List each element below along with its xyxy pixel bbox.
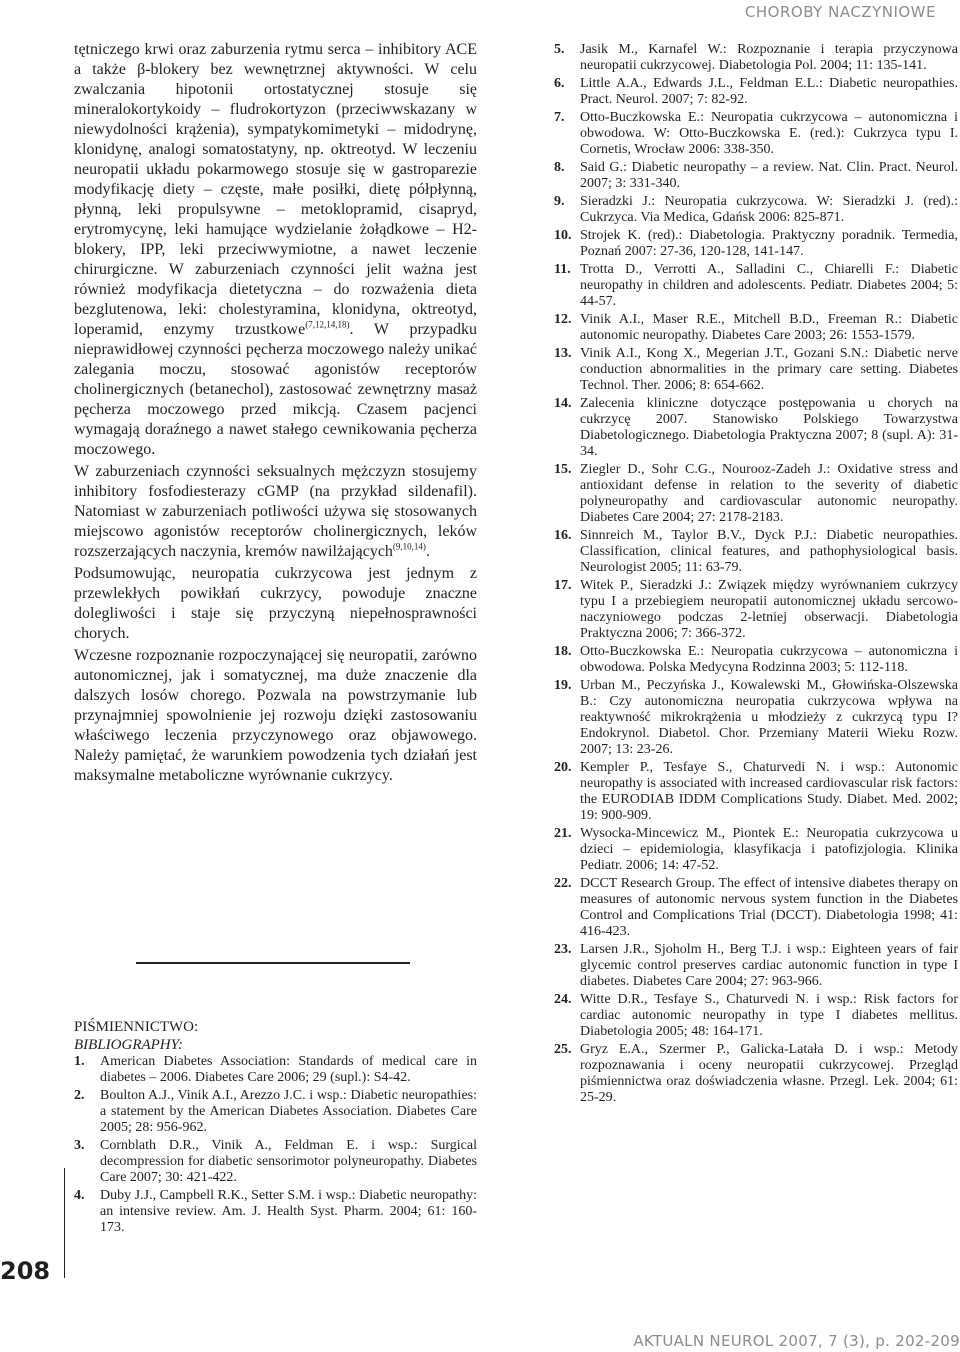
reference-number: 9.	[554, 194, 565, 209]
reference-number: 4.	[74, 1188, 85, 1203]
reference-item	[554, 194, 958, 226]
section-divider	[136, 962, 410, 964]
reference-text: Vinik A.I., Kong X., Megerian J.T., Gozani S.N.: Diabetic nerve conduction abnormalities in the primary care setting. Diabetes Technol. Ther. 2006; 8: 654-662.	[580, 346, 958, 393]
reference-number: 23.	[554, 942, 572, 957]
reference-number: 6.	[554, 76, 565, 91]
reference-number: 7.	[554, 110, 565, 125]
reference-text: Little A.A., Edwards J.L., Feldman E.L.: Diabetic neuropathies. Pract. Neurol. 2007; 7: 82-92.	[580, 76, 958, 107]
reference-item	[74, 1054, 477, 1086]
running-header: CHOROBY NACZYNIOWE	[744, 3, 936, 21]
reference-item	[554, 462, 958, 526]
reference-number: 15.	[554, 462, 572, 477]
reference-item	[554, 1042, 958, 1106]
reference-text: Wysocka-Mincewicz M., Piontek E.: Neuropatia cukrzycowa u dzieci – epidemiologia, klasyfikacja i patofizjologia. Klinika Pediatr. 2006; 14: 47-52.	[580, 826, 958, 873]
page-number-rule	[64, 1168, 65, 1278]
reference-number: 16.	[554, 528, 572, 543]
body-paragraph-2	[74, 462, 477, 562]
reference-text: Otto-Buczkowska E.: Neuropatia cukrzycowa – autonomiczna i obwodowa. Polska Medycyna Rodzinna 2003; 5: 112-118.	[580, 644, 958, 675]
reference-text: Cornblath D.R., Vinik A., Feldman E. i wsp.: Surgical decompression for diabetic sensorimotor polyneuropathy. Diabetes Care 2007; 30: 421-422.	[100, 1138, 477, 1185]
reference-text: Urban M., Peczyńska J., Kowalewski M., Głowińska-Olszewska B.: Czy autonomiczna neuropatia cukrzycowa wpływa na reaktywność mikrokrążenia u młodzieży z cukrzycą typu I? Endokrynol. Diabetol. Chor. Przemiany Materii Wieku Rozw. 2007; 13: 23-26.	[580, 678, 958, 757]
paragraph-text: W zaburzeniach czynności seksualnych mężczyzn stosujemy inhibitory fosfodiesterazy cGMP (na przykład sildenafil). Natomiast w zaburzeniach potliwości używa się stosowanych miejscowo agonistów receptorów cholinergicznych, leków rozszerzających naczynia, kremów nawilżających	[74, 463, 477, 560]
reference-text: Witek P., Sieradzki J.: Związek między wyrównaniem cukrzycy typu I a przebiegiem neuropatii autonomicznej układu sercowo-naczyniowego podczas 2-letniej obserwacji. Diabetologia Praktyczna 2006; 7: 366-372.	[580, 578, 958, 641]
reference-item	[554, 942, 958, 990]
page-number: 208	[0, 1257, 51, 1285]
reference-item	[554, 42, 958, 74]
paragraph-text: tętniczego krwi oraz zaburzenia rytmu serca – inhibitory ACE a także β-blokery bez wewnętrznej aktywności. W celu zwalczania hipotonii ortostatycznej stosuje się mineralokortykoidy – fludrokortyzon (przeciwwskazany w niewydolności krążenia), sympatykomimetyki – midodrynę, klonidynę, analogi somatostatyny, np. oktreotyd. W leczeniu neuropatii układu pokarmowego stosuje się w gastroparezie modyfikację diety – częste, małe posiłki, dietę półpłynną, płynną, leki propulsywne – metoklopramid, cisapryd, erytromycynę, leki hamujące wydzielanie żołądkowe – H2-blokery, IPP, leki przeciwwymiotne, a nawet leczenie chirurgiczne. W zaburzeniach czynności jelit ważna jest również modyfikacja dietetyczna – do rozważenia dieta bezglutenowa, leki: cholestyramina, klonidyna, oktreotyd, loperamid, enzymy trzustkowe	[74, 41, 477, 338]
reference-item	[554, 992, 958, 1040]
reference-number: 5.	[554, 42, 565, 57]
reference-text: Kempler P., Tesfaye S., Chaturvedi N. i wsp.: Autonomic neuropathy is associated with increased cardiovascular risk factors: the EURODIAB IDDM Complications Study. Diabet. Med. 2002; 19: 900-909.	[580, 760, 958, 823]
reference-number: 21.	[554, 826, 572, 841]
paragraph-text-continued: . W przypadku nieprawidłowej czynności pęcherza moczowego należy unikać zalegania moczu, stosować agonistów receptorów cholinergicznych (betanechol), zastosować zewnętrzny masaż pęcherza moczowego przed mikcją. Czasem pacjenci wymagają doraźnego a nawet stałego cewnikowania pęcherza moczowego.	[74, 321, 477, 458]
reference-text: Larsen J.R., Sjoholm H., Berg T.J. i wsp.: Eighteen years of fair glycemic control preserves cardiac autonomic function in type I diabetes. Diabetes Care 2004; 27: 963-966.	[580, 942, 958, 989]
citation-superscript: (7,12,14,18)	[305, 319, 350, 330]
reference-item	[74, 1088, 477, 1136]
reference-text: Ziegler D., Sohr C.G., Nourooz-Zadeh J.: Oxidative stress and antioxidant defense in relation to the severity of diabetic polyneuropathy and cardiovascular autonomic neuropathy. Diabetes Care 2004; 27: 2178-2183.	[580, 462, 958, 525]
reference-text: Sinnreich M., Taylor B.V., Dyck P.J.: Diabetic neuropathies. Classification, clinical features, and pathophysiological basis. Neurologist 2005; 11: 63-79.	[580, 528, 958, 575]
reference-text: Gryz E.A., Szermer P., Galicka-Latała D. i wsp.: Metody rozpoznawania i oceny neuropatii cukrzycowej. Przegląd piśmiennictwa oraz doświadczenia własne. Przegl. Lek. 2004; 61: 25-29.	[580, 1042, 958, 1105]
references-right-column	[554, 42, 958, 1108]
reference-text: Witte D.R., Tesfaye S., Chaturvedi N. i wsp.: Risk factors for cardiac autonomic neuropathy in type I diabetes mellitus. Diabetologia 2005; 48: 164-171.	[580, 992, 958, 1039]
reference-text: Trotta D., Verrotti A., Salladini C., Chiarelli F.: Diabetic neuropathy in children and adolescents. Pediatr. Diabetes 2004; 5: 44-57.	[580, 262, 958, 309]
reference-number: 24.	[554, 992, 572, 1007]
references-heading: PIŚMIENNICTWO:	[74, 1019, 199, 1035]
reference-text: Boulton A.J., Vinik A.I., Arezzo J.C. i wsp.: Diabetic neuropathies: a statement by the American Diabetes Association. Diabetes Care 2005; 28: 956-962.	[100, 1088, 477, 1135]
journal-footer: AKTUALN NEUROL 2007, 7 (3), p. 202-209	[633, 1332, 960, 1350]
reference-text: Otto-Buczkowska E.: Neuropatia cukrzycowa – autonomiczna i obwodowa. W: Otto-Buczkowska E. (red.): Cukrzyca typu I. Cornetis, Wrocław 2006: 338-350.	[580, 110, 958, 157]
reference-number: 20.	[554, 760, 572, 775]
reference-item	[554, 346, 958, 394]
reference-number: 10.	[554, 228, 572, 243]
reference-item	[554, 396, 958, 460]
reference-number: 2.	[74, 1088, 85, 1103]
reference-number: 14.	[554, 396, 572, 411]
reference-list-left	[74, 1054, 477, 1236]
reference-item	[554, 228, 958, 260]
reference-text: Vinik A.I., Maser R.E., Mitchell B.D., Freeman R.: Diabetic autonomic neuropathy. Diabetes Care 2003; 26: 1553-1579.	[580, 312, 958, 343]
reference-number: 8.	[554, 160, 565, 175]
body-paragraph-1	[74, 40, 477, 460]
reference-list-right	[554, 42, 958, 1106]
reference-text: Zalecenia kliniczne dotyczące postępowania u chorych na cukrzycę 2007. Stanowisko Polskiego Towarzystwa Diabetologicznego. Diabetologia Praktyczna 2007; 8 (supl. A): 31-34.	[580, 396, 958, 459]
reference-item	[554, 76, 958, 108]
reference-number: 3.	[74, 1138, 85, 1153]
references-left-column	[74, 1018, 477, 1238]
reference-item	[554, 876, 958, 940]
reference-number: 25.	[554, 1042, 572, 1057]
reference-number: 11.	[554, 262, 571, 277]
reference-item	[554, 826, 958, 874]
body-paragraph-3: Podsumowując, neuropatia cukrzycowa jest jednym z przewlekłych powikłań cukrzycy, powoduje znaczne dolegliwości i staje się przyczyną niepełnosprawności chorych.	[74, 565, 477, 642]
reference-number: 13.	[554, 346, 572, 361]
body-paragraph-4: Wczesne rozpoznanie rozpoczynającej się neuropatii, zarówno autonomicznej, jak i somatycznej, ma duże znaczenie dla dalszych losów chorego. Pozwala na powstrzymanie lub przynajmniej spowolnienie jej rozwoju dzięki zastosowaniu właściwego leczenia przyczynowego oraz objawowego. Należy pamiętać, że warunkiem powodzenia tych działań jest maksymalne metaboliczne wyrównanie cukrzycy.	[74, 647, 477, 784]
reference-item	[554, 678, 958, 758]
reference-text: Jasik M., Karnafel W.: Rozpoznanie i terapia przyczynowa neuropatii cukrzycowej. Diabetologia Pol. 2004; 11: 135-141.	[580, 42, 958, 73]
reference-number: 12.	[554, 312, 572, 327]
reference-text: American Diabetes Association: Standards of medical care in diabetes – 2006. Diabetes Care 2006; 29 (supl.): S4-42.	[100, 1054, 477, 1085]
reference-number: 22.	[554, 876, 572, 891]
reference-text: Sieradzki J.: Neuropatia cukrzycowa. W: Sieradzki J. (red).: Cukrzyca. Via Medica, Gdańsk 2006: 825-871.	[580, 194, 958, 225]
references-subheading: BIBLIOGRAPHY:	[74, 1037, 184, 1053]
reference-item	[554, 262, 958, 310]
reference-item	[74, 1188, 477, 1236]
reference-item	[554, 160, 958, 192]
reference-item	[554, 760, 958, 824]
body-text-column	[74, 40, 477, 786]
citation-superscript: (9,10,14)	[392, 541, 426, 552]
reference-item	[554, 110, 958, 158]
reference-number: 17.	[554, 578, 572, 593]
reference-item	[554, 644, 958, 676]
reference-number: 19.	[554, 678, 572, 693]
reference-number: 18.	[554, 644, 572, 659]
paragraph-text-end: .	[425, 543, 430, 560]
reference-item	[74, 1138, 477, 1186]
reference-text: Duby J.J., Campbell R.K., Setter S.M. i wsp.: Diabetic neuropathy: an intensive review. Am. J. Health Syst. Pharm. 2004; 61: 160-173.	[100, 1188, 477, 1235]
reference-item	[554, 312, 958, 344]
reference-text: Said G.: Diabetic neuropathy – a review. Nat. Clin. Pract. Neurol. 2007; 3: 331-340.	[580, 160, 958, 191]
reference-item	[554, 578, 958, 642]
reference-text: Strojek K. (red).: Diabetologia. Praktyczny poradnik. Termedia, Poznań 2007: 27-36, 120-128, 141-147.	[580, 228, 958, 259]
reference-item	[554, 528, 958, 576]
reference-text: DCCT Research Group. The effect of intensive diabetes therapy on measures of autonomic nervous system function in the Diabetes Control and Complications Trial (DCCT). Diabetologia 1998; 41: 416-423.	[580, 876, 958, 939]
reference-number: 1.	[74, 1054, 85, 1069]
